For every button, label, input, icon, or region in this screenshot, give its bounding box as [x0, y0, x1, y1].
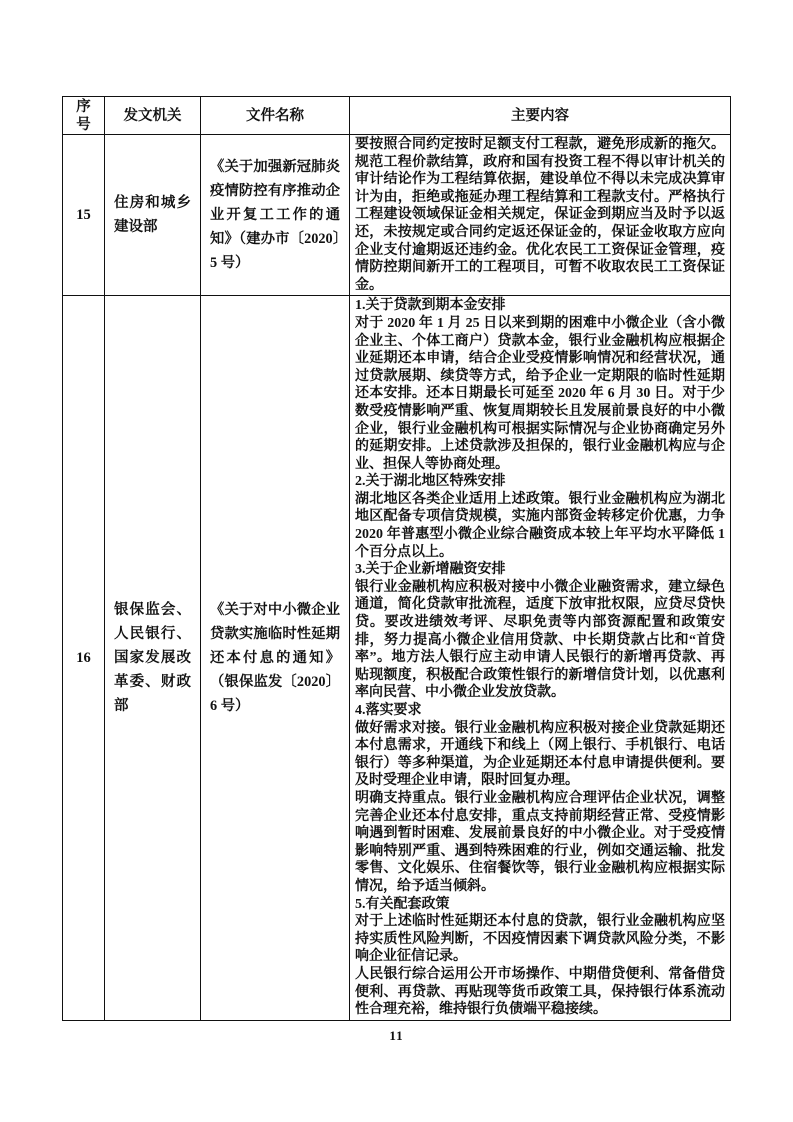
header-main-content: 主要内容 — [350, 97, 731, 135]
row-16-section-1-body: 对于 2020 年 1 月 25 日以来到期的困难中小微企业（含小微企业主、个体工商户）贷款本金，银行业金融机构应根据企业延期还本申请，结合企业受疫情影响情况和经营状况，通过贷款展期、续贷等方式，给予企业一定期限的临时性延期还本安排。还本日期最长可延至 2020 年 6 月 30 日。对于少数受疫情影响严重、恢复周期较长且发展前景良好的中小微企业，银行业金融机构可根据实际情况与企业协商确定另外的延期安排。上述贷款涉及担保的，银行业金融机构应与企业、担保人等协商处理。 — [355, 315, 725, 472]
row-15-serial-number: 15 — [63, 135, 105, 296]
row-16-section-2-title: 2.关于湖北地区特殊安排 — [355, 474, 506, 490]
row-16-section-2-body: 湖北地区各类企业适用上述政策。银行业金融机构应为湖北地区配备专项信贷规模，实施内部资金转移定价优惠，力争 2020 年普惠型小微企业综合融资成本较上年平均水平降低 1 个百分点以上。 — [355, 491, 725, 560]
row-16-serial-number: 16 — [63, 296, 105, 1020]
header-serial-number: 序号 — [63, 97, 105, 135]
table-header-row — [63, 97, 731, 135]
row-15-issuing-agency: 住房和城乡建设部 — [105, 135, 201, 296]
row-16-section-5-title: 5.有关配套政策 — [355, 896, 450, 912]
row-16-section-4-body-2: 明确支持重点。银行业金融机构应合理评估企业状况，调整完善企业还本付息安排，重点支持前期经营正常、受疫情影响遇到暂时困难、发展前景良好的中小微企业。对于受疫情影响特别严重、遇到特殊困难的行业，例如交通运输、批发零售、文化娱乐、住宿餐饮等，银行业金融机构应根据实际情况，给予适当倾斜。 — [355, 790, 725, 894]
table-row — [63, 296, 731, 1020]
row-16-section-4-body-1: 做好需求对接。银行业金融机构应积极对接企业贷款延期还本付息需求，开通线下和线上（网上银行、手机银行、电话银行）等多种渠道，为企业延期还本付息申请提供便利。要及时受理企业申请，限时回复办理。 — [355, 720, 725, 789]
header-issuing-agency: 发文机关 — [105, 97, 201, 135]
row-16-main-content — [350, 296, 731, 1020]
policy-document-table — [62, 96, 731, 1021]
header-document-name: 文件名称 — [201, 97, 350, 135]
row-15-document-name: 《关于加强新冠肺炎疫情防控有序推动企业开复工工作的通知》（建办市〔2020〕5 号） — [201, 135, 350, 296]
row-16-section-4-title: 4.落实要求 — [355, 703, 422, 718]
row-15-paragraph: 要按照合同约定按时足额支付工程款，避免形成新的拖欠。规范工程价款结算，政府和国有投资工程不得以审计机关的审计结论作为工程结算依据，建设单位不得以未完成决算审计为由，拒绝或拖延办理工程结算和工程款支付。严格执行工程建设领域保证金相关规定，保证金到期应当及时予以返还，未按规定或合同约定返还保证金的，保证金收取方应向企业支付逾期返还违约金。优化农民工工资保证金管理，疫情防控期间新开工的工程项目，可暂不收取农民工工资保证金。 — [355, 137, 725, 293]
row-16-section-3-title: 3.关于企业新增融资安排 — [355, 562, 506, 578]
row-16-section-3-body: 银行业金融机构应积极对接中小微企业融资需求，建立绿色通道，简化贷款审批流程，适度下放审批权限，应贷尽贷快贷。要改进绩效考评、尽职免责等内部资源配置和政策安排，努力提高小微企业信用贷款、中长期贷款占比和“首贷率”。地方法人银行应主动申请人民银行的新增再贷款、再贴现额度，积极配合政策性银行的新增信贷计划，以优惠利率向民营、中小微企业发放贷款。 — [355, 579, 725, 701]
row-16-section-5-body-1: 对于上述临时性延期还本付息的贷款，银行业金融机构应坚持实质性风险判断，不因疫情因素下调贷款风险分类，不影响企业征信记录。 — [355, 914, 725, 965]
row-16-section-5-body-2: 人民银行综合运用公开市场操作、中期借贷便利、常备借贷便利、再贷款、再贴现等货币政策工具，保持银行体系流动性合理充裕，维持银行负债端平稳接续。 — [355, 966, 725, 1018]
row-15-main-content — [350, 135, 731, 296]
row-16-section-1-title: 1.关于贷款到期本金安排 — [355, 298, 506, 314]
table-row — [63, 135, 731, 296]
row-16-document-name: 《关于对中小微企业贷款实施临时性延期还本付息的通知》（银保监发〔2020〕6 号） — [201, 296, 350, 1020]
page-number: 11 — [389, 1028, 404, 1043]
row-16-issuing-agency: 银保监会、人民银行、国家发展改革委、财政部 — [105, 296, 201, 1020]
